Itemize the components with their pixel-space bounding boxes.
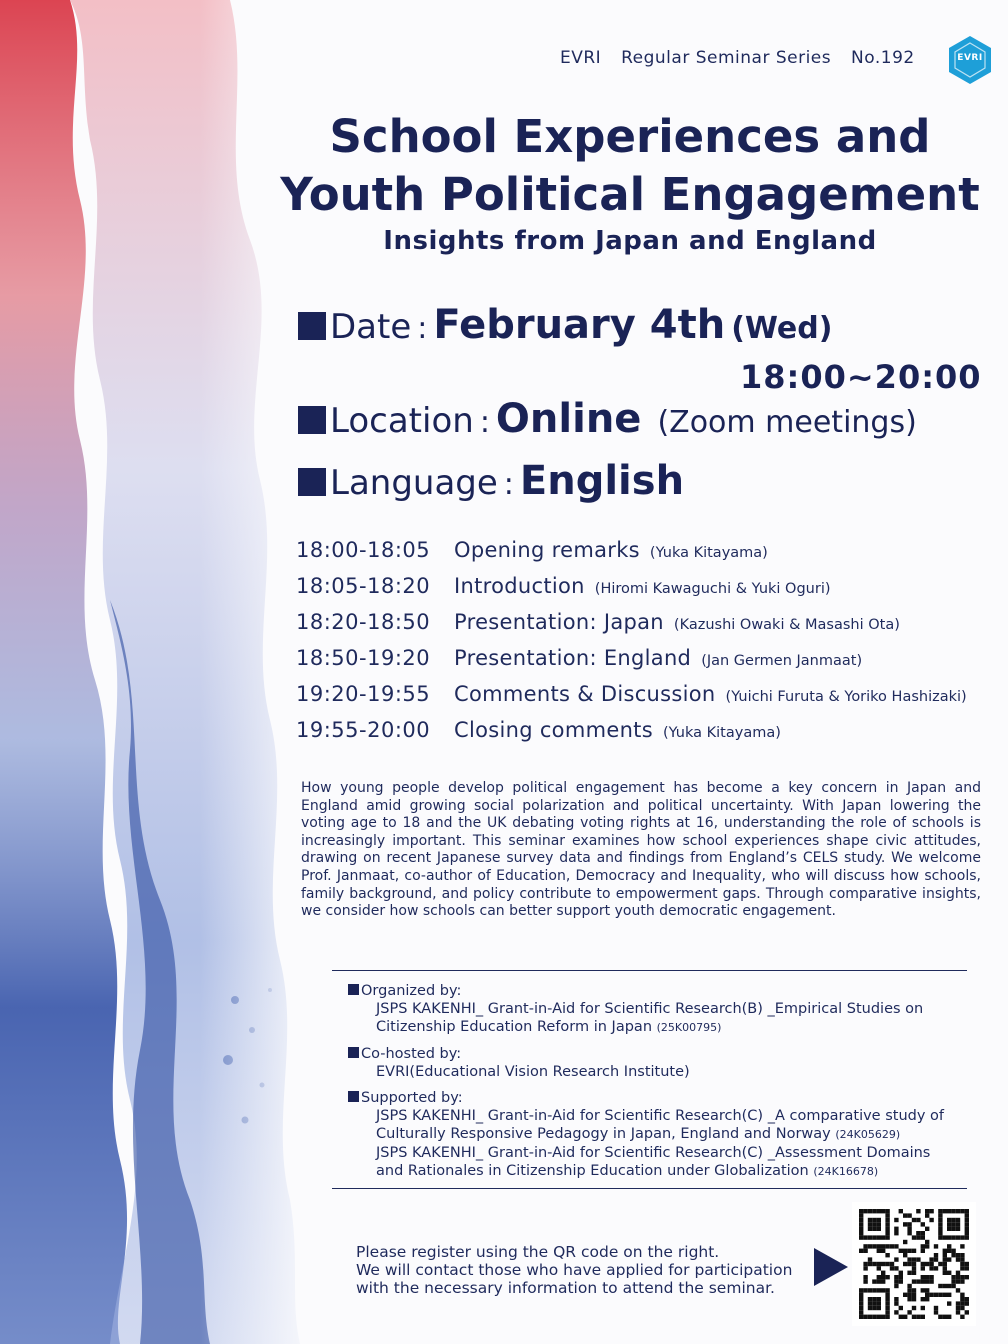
- agenda-speaker: (Yuka Kitayama): [649, 545, 768, 561]
- agenda-title: Presentation: England: [454, 646, 692, 670]
- supported-b-line-1: JSPS KAKENHI_ Grant-in-Aid for Scientific Research(C) _Assessment Domains: [376, 1145, 931, 1161]
- supported-a-line-2: Culturally Responsive Pedagogy in Japan, England and Norway: [376, 1126, 831, 1142]
- language-label: Language: [330, 463, 498, 503]
- agenda-time: 18:05-18:20: [296, 574, 431, 598]
- cohosted-by-block: [348, 1045, 978, 1081]
- header-org: EVRI: [560, 48, 602, 68]
- agenda-speaker: (Kazushi Owaki & Masashi Ota): [673, 617, 900, 633]
- credits-section: [348, 982, 978, 1189]
- supported-a-code: (24K05629): [835, 1128, 901, 1141]
- date-colon: :: [417, 311, 428, 346]
- location-label: Location: [330, 401, 474, 441]
- agenda-title: Comments & Discussion: [454, 682, 716, 706]
- agenda-item: [296, 610, 996, 646]
- agenda-item: [296, 718, 996, 754]
- supported-a-line-1: JSPS KAKENHI_ Grant-in-Aid for Scientific Research(C) _A comparative study of: [376, 1108, 945, 1124]
- agenda-speaker: (Hiromi Kawaguchi & Yuki Oguri): [594, 581, 831, 597]
- date-label: Date: [330, 307, 412, 347]
- register-line-1: Please register using the QR code on the right.: [356, 1243, 720, 1261]
- square-bullet-icon: [298, 406, 326, 434]
- date-value: February 4th: [433, 302, 726, 348]
- supported-label: Supported by:: [361, 1090, 463, 1106]
- organized-code: (25K00795): [656, 1021, 722, 1034]
- cohosted-line-1: EVRI(Educational Vision Research Institute): [376, 1064, 690, 1080]
- agenda-speaker: (Yuichi Furuta & Yoriko Hashizaki): [725, 689, 967, 705]
- series-header: [560, 48, 940, 68]
- supported-b-line-2: and Rationales in Citizenship Education under Globalization: [376, 1163, 809, 1179]
- agenda-time: 18:50-19:20: [296, 646, 431, 670]
- agenda-item: [296, 682, 996, 718]
- title-line-2: Youth Political Engagement: [280, 168, 980, 221]
- agenda-speaker: (Yuka Kitayama): [662, 725, 781, 741]
- registration-note: [356, 1243, 816, 1297]
- agenda-list: [296, 538, 996, 754]
- agenda-time: 18:20-18:50: [296, 610, 431, 634]
- square-bullet-icon: [348, 984, 359, 995]
- date-time: 18:00~20:00: [740, 358, 982, 396]
- square-bullet-icon: [298, 312, 326, 340]
- register-line-2: We will contact those who have applied for participation: [356, 1261, 793, 1279]
- register-line-3: with the necessary information to attend the seminar.: [356, 1279, 775, 1297]
- supported-b-code: (24K16678): [813, 1165, 879, 1178]
- agenda-item: [296, 646, 996, 682]
- evri-logo: [944, 34, 996, 86]
- agenda-time: 18:00-18:05: [296, 538, 431, 562]
- date-day: (Wed): [731, 311, 833, 346]
- agenda-time: 19:55-20:00: [296, 718, 431, 742]
- header-number: No.192: [851, 48, 915, 68]
- square-bullet-icon: [348, 1091, 359, 1102]
- logo-text: EVRI: [957, 53, 983, 63]
- location-value: Online: [495, 396, 642, 442]
- organized-by-block: [348, 982, 978, 1037]
- registration-qr-code[interactable]: [852, 1202, 976, 1326]
- square-bullet-icon: [348, 1047, 359, 1058]
- language-value: English: [519, 458, 685, 504]
- agenda-title: Opening remarks: [454, 538, 640, 562]
- agenda-item: [296, 574, 996, 610]
- header-series: Regular Seminar Series: [621, 48, 832, 68]
- qr-code-icon: [852, 1202, 976, 1326]
- supported-by-block: [348, 1089, 978, 1181]
- seminar-description: How young people develop political engagement has become a key concern in Japan and England amid growing social polarization and political uncertainty. With Japan lowering the voting age to 18 and the UK debating voting rights at 16, understanding the role of schools is increasingly important. This seminar examines how school experiences shape civic attitudes, drawing on recent Japanese survey data and findings from England’s CELS study. We welcome Prof. Janmaat, co-author of Education, Democracy and Inequality, who will discuss how schools, family background, and policy contribute to empowerment gaps. Through comparative insights, we consider how schools can better support youth democratic engagement.: [301, 780, 981, 920]
- language-row: [298, 458, 684, 504]
- agenda-title: Introduction: [454, 574, 585, 598]
- square-bullet-icon: [298, 468, 326, 496]
- seminar-title: [250, 108, 1008, 224]
- agenda-item: [296, 538, 996, 574]
- seminar-subtitle: Insights from Japan and England: [383, 226, 877, 256]
- agenda-speaker: (Jan Germen Janmaat): [701, 653, 863, 669]
- agenda-title: Presentation: Japan: [454, 610, 664, 634]
- organized-label: Organized by:: [361, 983, 462, 999]
- arrow-right-icon: [814, 1248, 848, 1286]
- location-row: [298, 396, 917, 442]
- location-colon: :: [479, 405, 490, 440]
- agenda-title: Closing comments: [454, 718, 653, 742]
- organized-line-1: JSPS KAKENHI_ Grant-in-Aid for Scientific Research(B) _Empirical Studies on: [376, 1001, 924, 1017]
- cohosted-label: Co-hosted by:: [361, 1046, 462, 1062]
- divider-top: [332, 970, 967, 971]
- divider-bottom: [332, 1188, 967, 1189]
- title-line-1: School Experiences and: [329, 110, 931, 163]
- agenda-time: 19:20-19:55: [296, 682, 431, 706]
- language-colon: :: [503, 467, 514, 502]
- date-row: [298, 302, 832, 348]
- location-detail: (Zoom meetings): [657, 405, 917, 440]
- organized-line-2: Citizenship Education Reform in Japan: [376, 1019, 653, 1035]
